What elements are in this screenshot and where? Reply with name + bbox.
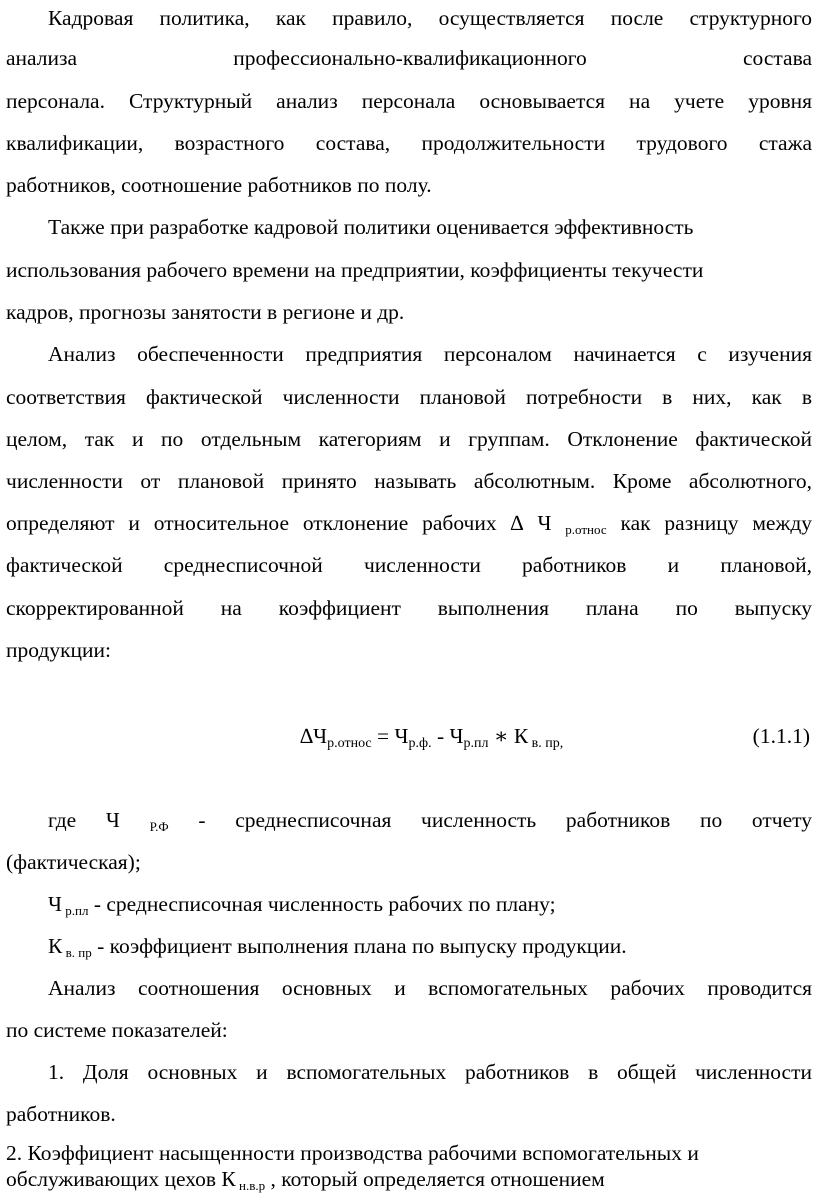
paragraph-1-line-2: анализа профессионально-квалификационного состава — [6, 46, 812, 70]
subscript: р.относ — [565, 522, 607, 537]
list-item-1-line-1: 1. Доля основных и вспомогательных работников в общей численности — [48, 1060, 812, 1084]
formula-term: ∆Ч — [300, 724, 328, 748]
formula-subscript: в. пр, — [528, 736, 564, 751]
paragraph-3-line-1: Анализ обеспеченности предприятия персоналом начинается с изучения — [48, 342, 812, 366]
paragraph-3-line-6: фактической среднесписочной численности работников и плановой, — [6, 553, 812, 577]
paragraph-3-line-3: целом, так и по отдельным категориям и группам. Отклонение фактической — [6, 427, 812, 451]
paragraph-3-line-7: скорректированной на коэффициент выполнения плана по выпуску — [6, 596, 812, 620]
text-run: - среднесписочная численность работников по отчету — [168, 808, 812, 832]
text-run: как разницу между — [606, 511, 813, 535]
subscript: р.пл — [61, 903, 89, 918]
formula-term: ∗ К — [488, 724, 529, 748]
formula-number: (1.1.1) — [752, 724, 810, 748]
subscript: Р.Ф — [149, 819, 169, 834]
text-run: - среднесписочная численность рабочих по плану; — [88, 892, 556, 916]
paragraph-2-line-3: кадров, прогнозы занятости в регионе и др. — [6, 300, 405, 324]
paragraph-4-line-1: Анализ соотношения основных и вспомогательных рабочих проводится — [48, 976, 812, 1000]
formula-expression — [300, 720, 563, 752]
definition-1-line-1 — [48, 805, 812, 835]
paragraph-1-line-5: работников, соотношение работников по полу. — [6, 173, 432, 197]
formula-1-1-1 — [0, 720, 816, 752]
paragraph-1-line-1: Кадровая политика, как правило, осуществляется после структурного — [48, 6, 812, 30]
list-item-1-line-2: работников. — [6, 1102, 116, 1126]
text-run: определяют и относительное отклонение рабочих ∆ Ч — [6, 511, 552, 535]
definition-1-line-2: (фактическая); — [6, 850, 141, 874]
formula-term: - Ч — [431, 724, 464, 748]
paragraph-1-line-3: персонала. Структурный анализ персонала основывается на учете уровня — [6, 89, 812, 113]
list-item-2-line-2 — [6, 1166, 812, 1192]
subscript: н.в.р — [235, 1178, 266, 1193]
paragraph-2-line-1: Также при разработке кадровой политики оценивается эффективность — [48, 215, 694, 239]
definition-3 — [48, 931, 812, 961]
text-run: обслуживающих цехов К — [6, 1167, 236, 1191]
formula-subscript: р.пл — [463, 736, 489, 751]
paragraph-3-line-5 — [6, 508, 812, 538]
paragraph-3-line-2: соответствия фактической численности плановой потребности в них, как в — [6, 385, 812, 409]
formula-subscript: р.ф. — [408, 736, 432, 751]
formula-subscript: р.относ — [327, 736, 372, 751]
text-run: К — [48, 934, 63, 958]
subscript: в. пр — [62, 945, 92, 960]
text-run: где Ч — [48, 808, 120, 832]
text-run: Ч — [48, 892, 62, 916]
list-item-2-line-1: 2. Коэффициент насыщенности производства рабочими вспомогательных и — [6, 1141, 699, 1165]
text-run: - коэффициент выполнения плана по выпуску продукции. — [91, 934, 627, 958]
paragraph-3-line-4: численности от плановой принято называть абсолютным. Кроме абсолютного, — [6, 469, 812, 493]
text-run: , который определяется отношением — [265, 1167, 605, 1191]
paragraph-2-line-2: использования рабочего времени на предприятии, коэффициенты текучести — [6, 258, 704, 282]
definition-2 — [48, 889, 812, 919]
paragraph-4-line-2: по системе показателей: — [6, 1018, 228, 1042]
paragraph-1-line-4: квалификации, возрастного состава, продолжительности трудового стажа — [6, 131, 812, 155]
formula-term: = Ч — [371, 724, 409, 748]
paragraph-3-line-8: продукции: — [6, 638, 112, 662]
